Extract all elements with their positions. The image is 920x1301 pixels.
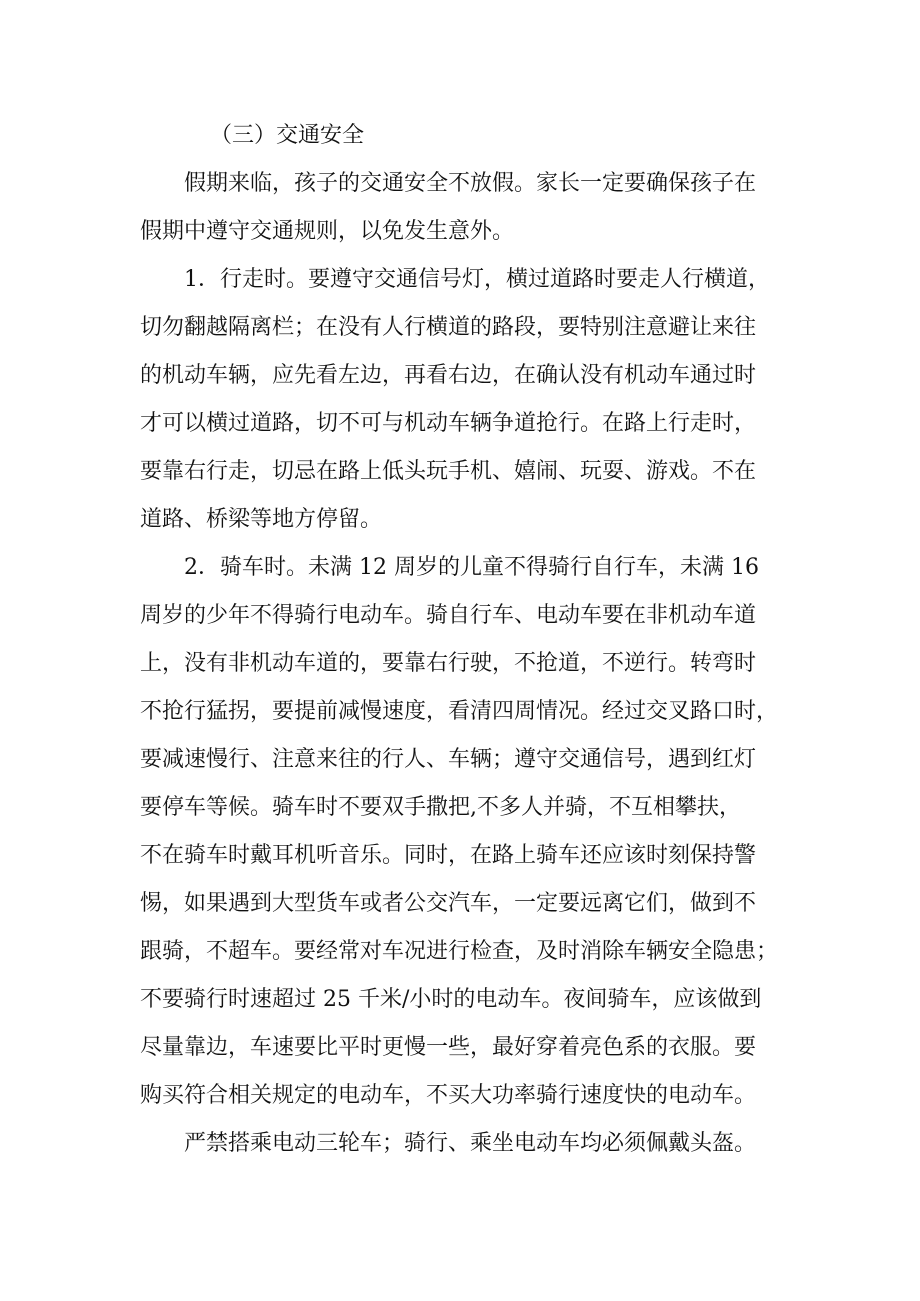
intro-line: 假期中遵守交通规则，以免发生意外。 <box>140 219 515 244</box>
item2-line: 上，没有非机动车道的，要靠右行驶，不抢道，不逆行。转弯时 <box>140 651 757 676</box>
item1-line: 的机动车辆，应先看左边，再看右边，在确认没有机动车通过时 <box>140 363 757 388</box>
item2-line: 惕，如果遇到大型货车或者公交汽车，一定要远离它们，做到不 <box>140 891 757 916</box>
item2-line: 周岁的少年不得骑行电动车。骑自行车、电动车要在非机动车道 <box>140 603 757 628</box>
item2-line: 不在骑车时戴耳机听音乐。同时，在路上骑车还应该时刻保持警 <box>140 843 757 868</box>
item1-line: 切勿翻越隔离栏；在没有人行横道的路段，要特别注意避让来往 <box>140 315 757 340</box>
item2-line: 要减速慢行、注意来往的行人、车辆；遵守交通信号，遇到红灯 <box>140 747 757 772</box>
document-body <box>140 112 800 1168</box>
item1-line: 要靠右行走，切忌在路上低头玩手机、嬉闹、玩耍、游戏。不在 <box>140 459 757 484</box>
intro-line: 假期来临，孩子的交通安全不放假。家长一定要确保孩子在 <box>184 171 757 196</box>
closing-line: 严禁搭乘电动三轮车；骑行、乘坐电动车均必须佩戴头盔。 <box>184 1131 757 1156</box>
item2-line: 跟骑，不超车。要经常对车况进行检查，及时消除车辆安全隐患； <box>140 939 779 964</box>
item2-line: 要停车等候。骑车时不要双手撒把,不多人并骑，不互相攀扶， <box>140 795 741 820</box>
item2-line: 2．骑车时。未满 12 周岁的儿童不得骑行自行车，未满 16 <box>184 555 759 580</box>
item2-line: 不要骑行时速超过 25 千米/小时的电动车。夜间骑车，应该做到 <box>140 987 762 1012</box>
item1-line: 1．行走时。要遵守交通信号灯，横过道路时要走人行横道， <box>184 267 770 292</box>
item2-line: 不抢行猛拐，要提前减慢速度，看清四周情况。经过交叉路口时， <box>140 699 779 724</box>
item2-line: 尽量靠边，车速要比平时更慢一些，最好穿着亮色系的衣服。要 <box>140 1035 757 1060</box>
section-heading: （三）交通安全 <box>210 123 365 148</box>
item1-line: 才可以横过道路，切不可与机动车辆争道抢行。在路上行走时， <box>140 411 757 436</box>
item2-line: 购买符合相关规定的电动车，不买大功率骑行速度快的电动车。 <box>140 1083 757 1108</box>
item1-line: 道路、桥梁等地方停留。 <box>140 507 383 532</box>
